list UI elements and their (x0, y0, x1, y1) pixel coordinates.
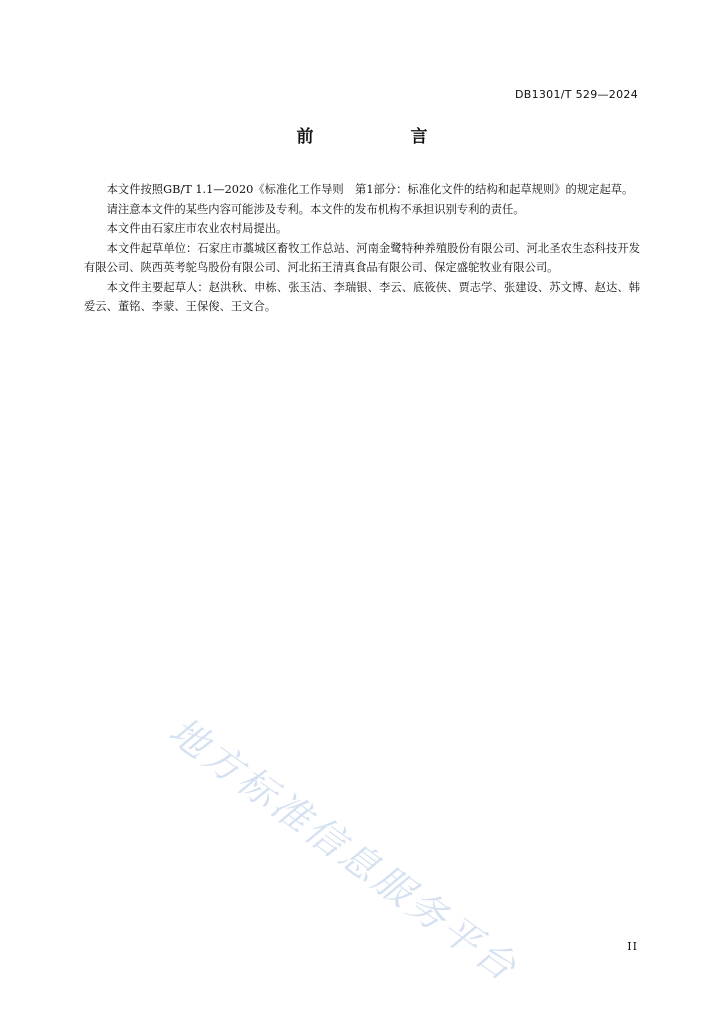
paragraph-drafters: 本文件主要起草人：赵洪秋、申栋、张玉洁、李瑞银、李云、底筱侠、贾志学、张建设、苏文博、赵达、韩爱云、董铭、李蒙、王保俊、王文合。 (84, 280, 640, 313)
watermark: 地方标准信息服务平台 (161, 708, 527, 992)
paragraph-drafting-rules: 本文件按照GB/T 1.1—2020《标准化工作导则 第1部分：标准化文件的结构和起草规则》的规定起草。 (106, 183, 634, 196)
page-number: II (627, 940, 638, 953)
foreword-body (84, 180, 640, 317)
paragraph-proposer: 本文件由石家庄市农业农村局提出。 (106, 222, 288, 235)
document-code: DB1301/T 529—2024 (514, 88, 638, 101)
paragraph-drafting-units: 本文件起草单位：石家庄市藁城区畜牧工作总站、河南金鹭特种养殖股份有限公司、河北圣农生态科技开发有限公司、陕西英考鸵鸟股份有限公司、河北拓王清真食品有限公司、保定盛鸵牧业有限公司。 (84, 241, 640, 274)
page-title: 前 言 (296, 127, 468, 147)
paragraph-patent-notice: 请注意本文件的某些内容可能涉及专利。本文件的发布机构不承担识别专利的责任。 (106, 202, 525, 216)
